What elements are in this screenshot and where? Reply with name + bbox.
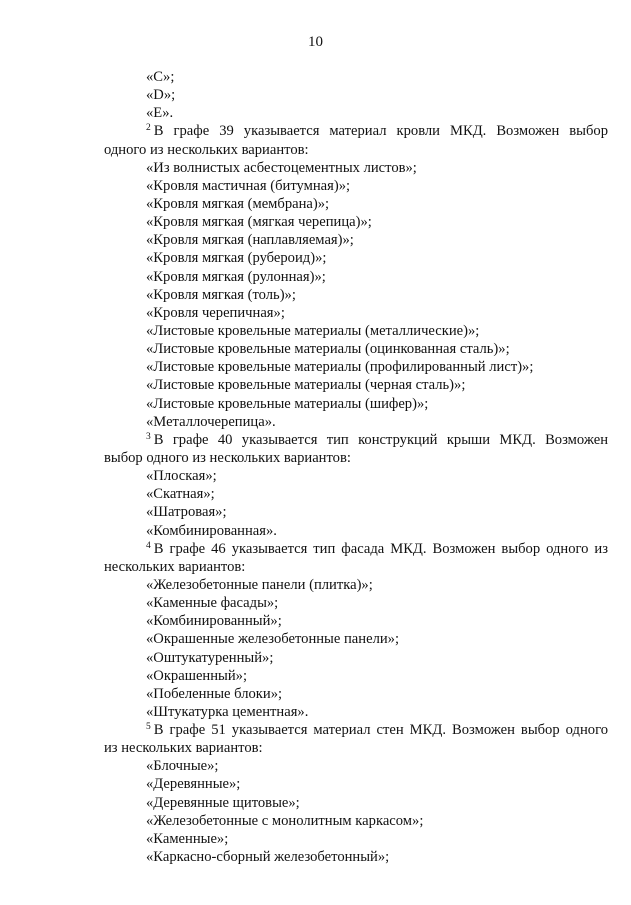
line-text: выбор одного из нескольких вариантов: [104, 449, 351, 466]
footnote-marker: 4 [146, 540, 151, 551]
line-text: «Блочные»; [146, 758, 219, 775]
list-item [104, 231, 608, 249]
line-text: «Оштукатуренный»; [146, 649, 274, 666]
line-text: «Каменные»; [146, 830, 229, 847]
line-text: «Е». [146, 105, 174, 122]
list-item [104, 649, 608, 667]
footnote-paragraph [104, 540, 608, 558]
paragraph-continuation [104, 449, 608, 467]
list-item [104, 159, 608, 177]
line-text: «Побеленные блоки»; [146, 685, 283, 702]
line-text: В графе 46 указывается тип фасада МКД. Возможен выбор одного из [153, 540, 608, 557]
list-item [104, 268, 608, 286]
line-text: «С»; [146, 69, 175, 85]
line-text: «Штукатурка цементная». [146, 703, 309, 720]
list-item [104, 68, 608, 86]
list-item [104, 304, 608, 322]
list-item [104, 612, 608, 630]
list-item [104, 286, 608, 304]
line-text: из нескольких вариантов: [104, 740, 263, 757]
list-item [104, 340, 608, 358]
line-text: «Деревянные»; [146, 776, 241, 793]
list-item [104, 376, 608, 394]
footnote-paragraph [104, 721, 608, 739]
list-item [104, 667, 608, 685]
line-text: «Комбинированный»; [146, 613, 282, 630]
line-text: «Деревянные щитовые»; [146, 794, 300, 811]
line-text: «Кровля мягкая (мягкая черепица)»; [146, 214, 372, 231]
line-text: «Листовые кровельные материалы (черная сталь)»; [146, 377, 466, 394]
line-text: «Кровля мягкая (мембрана)»; [146, 195, 330, 212]
line-text: «Листовые кровельные материалы (металлические)»; [146, 322, 480, 339]
line-text: «Кровля мягкая (рулонная)»; [146, 268, 326, 285]
list-item [104, 522, 608, 540]
line-text: «Скатная»; [146, 486, 215, 503]
line-text: «Кровля черепичная»; [146, 304, 285, 321]
line-text: «Кровля мастичная (битумная)»; [146, 177, 351, 194]
footnote-marker: 5 [146, 722, 151, 733]
list-item [104, 576, 608, 594]
list-item [104, 104, 608, 122]
line-text: «Каркасно-сборный железобетонный»; [146, 849, 390, 866]
footnote-paragraph [104, 431, 608, 449]
line-text: В графе 39 указывается материал кровли МКД. Возможен выбор [153, 123, 608, 140]
footnote-paragraph [104, 122, 608, 140]
list-item [104, 630, 608, 648]
line-text: «Металлочерепица». [146, 413, 276, 430]
list-item [104, 213, 608, 231]
list-item [104, 467, 608, 485]
list-item [104, 503, 608, 521]
line-text: «Железобетонные с монолитным каркасом»; [146, 812, 424, 829]
line-text: «Плоская»; [146, 468, 217, 485]
line-text: «Окрашенные железобетонные панели»; [146, 631, 400, 648]
line-text: «Кровля мягкая (рубероид)»; [146, 250, 327, 267]
line-text: В графе 51 указывается материал стен МКД. Возможен выбор одного [153, 722, 608, 739]
paragraph-continuation [104, 141, 608, 159]
list-item [104, 322, 608, 340]
list-item [104, 848, 608, 866]
list-item [104, 794, 608, 812]
page-number: 10 [308, 34, 323, 50]
list-item [104, 395, 608, 413]
list-item [104, 195, 608, 213]
document-body [104, 68, 608, 866]
list-item [104, 358, 608, 376]
line-text: нескольких вариантов: [104, 558, 246, 575]
footnote-marker: 3 [146, 431, 151, 442]
line-text: одного из нескольких вариантов: [104, 141, 309, 158]
line-text: «Железобетонные панели (плитка)»; [146, 576, 373, 593]
line-text: «Каменные фасады»; [146, 595, 279, 612]
line-text: «Кровля мягкая (наплавляемая)»; [146, 232, 354, 249]
line-text: «Листовые кровельные материалы (оцинкованная сталь)»; [146, 341, 510, 358]
list-item [104, 685, 608, 703]
line-text: «Шатровая»; [146, 504, 227, 521]
line-text: «Листовые кровельные материалы (профилированный лист)»; [146, 359, 534, 376]
list-item [104, 413, 608, 431]
list-item [104, 177, 608, 195]
list-item [104, 594, 608, 612]
line-text: «Из волнистых асбестоцементных листов»; [146, 159, 417, 176]
list-item [104, 86, 608, 104]
line-text: В графе 40 указывается тип конструкций крыши МКД. Возможен [153, 431, 608, 448]
list-item [104, 703, 608, 721]
line-text: «Комбинированная». [146, 522, 277, 539]
line-text: «Окрашенный»; [146, 667, 248, 684]
list-item [104, 485, 608, 503]
footnote-marker: 2 [146, 123, 151, 134]
list-item [104, 757, 608, 775]
list-item [104, 775, 608, 793]
line-text: «D»; [146, 87, 176, 104]
paragraph-continuation [104, 558, 608, 576]
paragraph-continuation [104, 739, 608, 757]
list-item [104, 249, 608, 267]
list-item [104, 830, 608, 848]
list-item [104, 812, 608, 830]
line-text: «Кровля мягкая (толь)»; [146, 286, 296, 303]
line-text: «Листовые кровельные материалы (шифер)»; [146, 395, 429, 412]
